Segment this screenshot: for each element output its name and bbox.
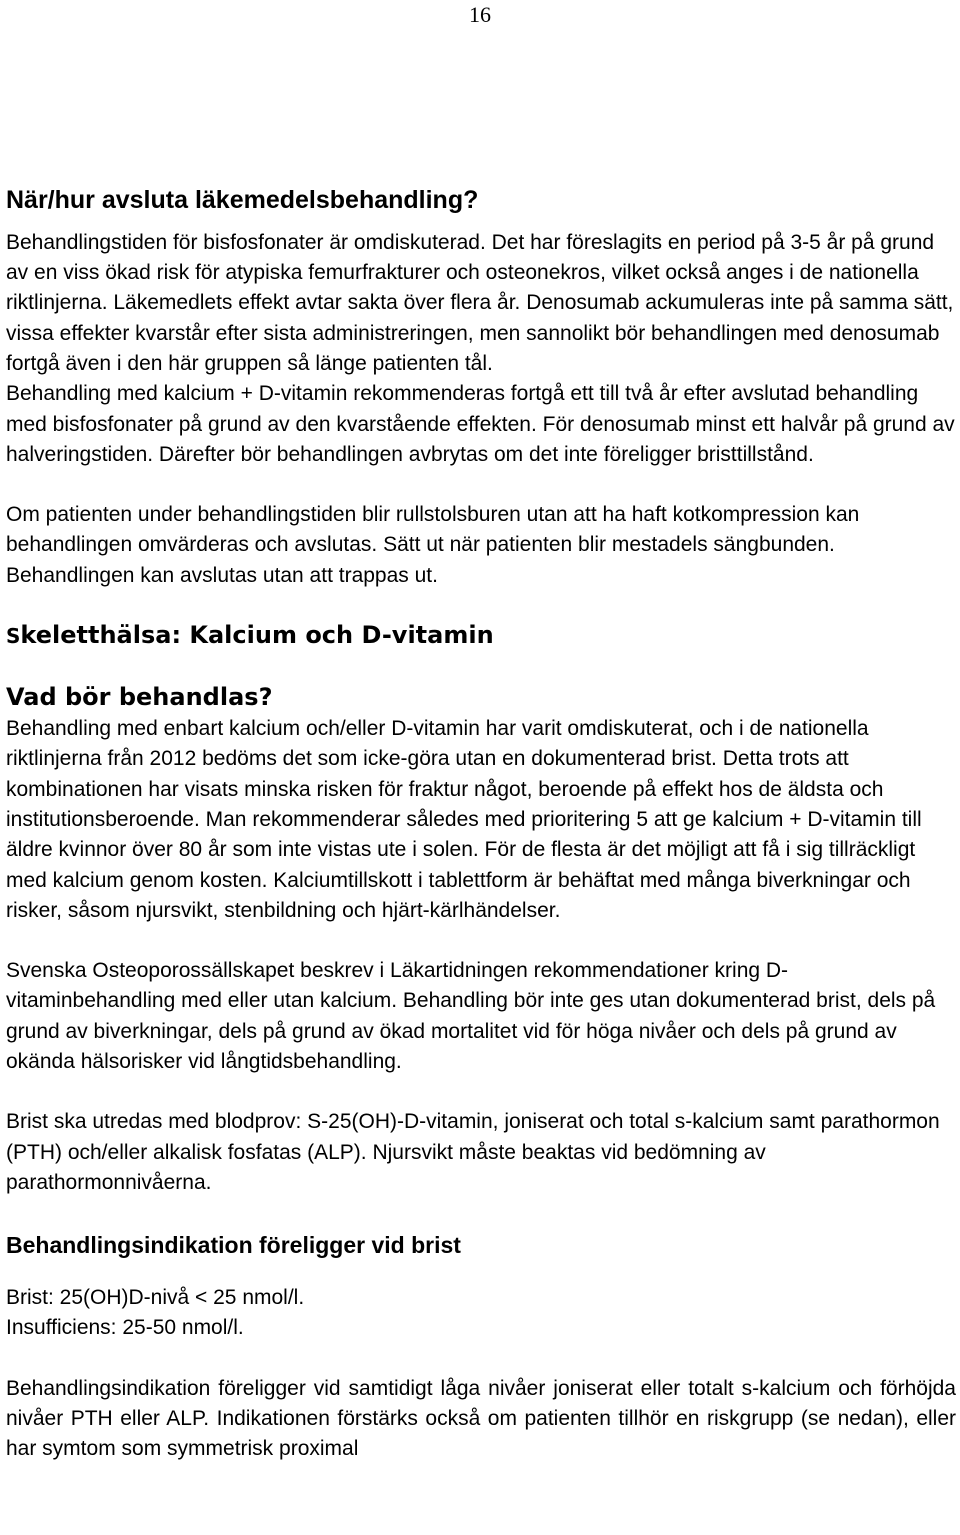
paragraph-blood-tests: Brist ska utredas med blodprov: S-25(OH)-D-vitamin, joniserat och total s-kalcium samt parathormon (PTH) och/eller alkalisk fosfatas (ALP). Njursvikt måste beaktas vid bedömning av parathormonnivåerna.	[6, 1110, 940, 1194]
line-insufficiency: Insufficiens: 25-50 nmol/l.	[6, 1316, 244, 1340]
page-number: 16	[469, 2, 491, 27]
paragraph-osteoporosis-society: Svenska Osteoporossällskapet beskrev i Läkartidningen rekommendationer kring D-vitaminbehandling med eller utan kalcium. Behandling bör inte ges utan dokumenterad brist, dels på grund av biverkningar, dels på grund av ökad mortalitet vid för höga nivåer och dels på grund av okända hälsorisker vid långtidsbehandling.	[6, 959, 936, 1073]
heading-treatment-indication: Behandlingsindikation föreligger vid brist	[6, 1232, 461, 1259]
paragraph-wheelchair-bound: Om patienten under behandlingstiden blir rullstolsburen utan att ha haft kotkompression kan behandlingen omvärderas och avslutas. Sätt ut när patienten blir mestadels sängbunden. Behandlingen kan avslutas utan att trappas ut.	[6, 503, 860, 587]
paragraph-indication-details: Behandlingsindikation föreligger vid samtidigt låga nivåer joniserat eller totalt s-kalcium och förhöjda nivåer PTH eller ALP. Indikationen förstärks också om patienten tillhör en riskgrupp (se nedan), eller har symtom som symmetrisk proximal	[6, 1376, 956, 1461]
heading-skeletal-health-rest: keletthälsa: Kalcium och D-vitamin	[20, 621, 494, 650]
line-deficiency: Brist: 25(OH)D-nivå < 25 nmol/l.	[6, 1286, 305, 1310]
paragraph-calcium-after-treatment: Behandling med kalcium + D-vitamin rekommenderas fortgå ett till två år efter avslutad behandling med bisfosfonater på grund av den kvarstående effekten. För denosumab minst ett halvår på grund av halveringstiden. Därefter bör behandlingen avbrytas om det inte föreligger bristtillstånd.	[6, 382, 955, 466]
heading-what-to-treat: Vad bör behandlas?	[6, 683, 273, 712]
heading-skeletal-health-initial: S	[6, 624, 21, 649]
heading-skeletal-health	[6, 619, 956, 652]
document-body	[6, 163, 956, 1465]
paragraph-treatment-duration: Behandlingstiden för bisfosfonater är omdiskuterad. Det har föreslagits en period på 3-5 år på grund av en viss ökad risk för atypiska femurfrakturer och osteonekros, vilket också anges i de nationella riktlinjerna. Läkemedlets effekt avtar sakta över flera år. Denosumab ackumuleras inte på samma sätt, vissa effekter kvarstår efter sista administreringen, men sannolikt bör behandlingen med denosumab fortgå även i den här gruppen så länge patienten tål.	[6, 230, 954, 375]
paragraph-calcium-vitamin-d: Behandling med enbart kalcium och/eller D-vitamin har varit omdiskuterat, och i de nationella riktlinjerna från 2012 bedöms det som icke-göra utan en dokumenterad brist. Detta trots att kombinationen har visats minska risken för fraktur något, beroende på effekt hos de äldsta och institutionsberoende. Man rekommenderar således med prioritering 5 att ge kalcium + D-vitamin till äldre kvinnor över 80 år som inte vistas ute i solen. För de flesta är det möjligt att få i sig tillräckligt med kalcium genom kosten. Kalciumtillskott i tablettform är behäftat med många biverkningar och risker, såsom njursvikt, stenbildning och hjärt-kärlhändelser.	[6, 717, 922, 922]
heading-when-to-stop: När/hur avsluta läkemedelsbehandling?	[6, 185, 479, 214]
